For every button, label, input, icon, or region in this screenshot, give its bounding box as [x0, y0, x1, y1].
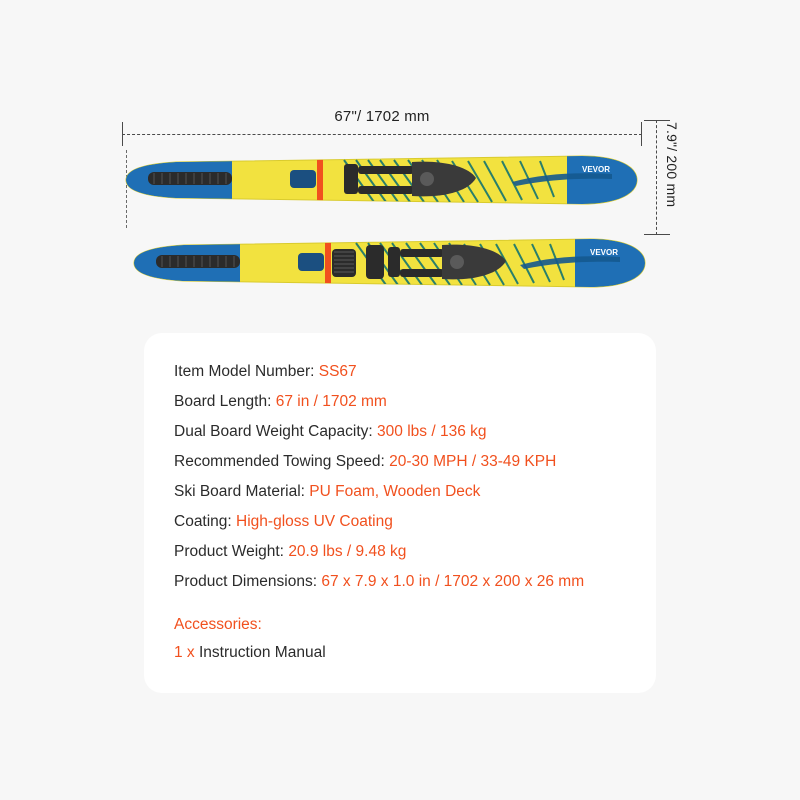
spec-value: 67 x 7.9 x 1.0 in / 1702 x 200 x 26 mm [321, 573, 585, 590]
accessories-block [144, 597, 656, 667]
accessory-quantity: 1 x [174, 644, 195, 661]
spec-label: Product Weight: [174, 543, 284, 560]
spec-value: 67 in / 1702 mm [275, 393, 387, 410]
spec-label: Product Dimensions: [174, 573, 318, 590]
ski-board-top [112, 152, 642, 200]
length-dimension [122, 108, 642, 144]
list-item [174, 447, 636, 477]
accessory-name: Instruction Manual [199, 644, 326, 661]
spec-label: Item Model Number: [174, 363, 315, 380]
specification-card [144, 333, 656, 693]
accessories-title: Accessories: [174, 616, 262, 633]
spec-value: 20-30 MPH / 33-49 KPH [389, 453, 557, 470]
list-item [174, 537, 636, 567]
list-item [174, 567, 636, 597]
specification-list [144, 357, 656, 597]
spec-value: PU Foam, Wooden Deck [309, 483, 481, 500]
ski-board-bottom-graphic [120, 235, 650, 291]
width-dimension-top-cap [644, 120, 670, 121]
list-item [174, 507, 636, 537]
spec-label: Dual Board Weight Capacity: [174, 423, 373, 440]
list-item [174, 477, 636, 507]
brand-label-top: VEVOR [582, 165, 611, 174]
brand-label-bottom: VEVOR [590, 248, 619, 257]
spec-value: High-gloss UV Coating [236, 513, 393, 530]
spec-label: Ski Board Material: [174, 483, 305, 500]
spec-label: Coating: [174, 513, 232, 530]
spec-label: Recommended Towing Speed: [174, 453, 385, 470]
spec-value: 300 lbs / 136 kg [377, 423, 487, 440]
spec-value: SS67 [318, 363, 357, 380]
list-item [174, 639, 636, 667]
list-item [174, 387, 636, 417]
list-item [174, 357, 636, 387]
length-dimension-line [122, 134, 642, 135]
width-dimension-line [656, 120, 657, 235]
width-dimension-label: 7.9"/ 200 mm [664, 122, 680, 208]
list-item [174, 417, 636, 447]
length-dimension-label: 67"/ 1702 mm [334, 108, 430, 125]
ski-board-bottom [120, 235, 650, 283]
spec-label: Board Length: [174, 393, 272, 410]
product-diagram [0, 0, 800, 330]
ski-board-top-graphic [112, 152, 642, 208]
spec-value: 20.9 lbs / 9.48 kg [288, 543, 407, 560]
